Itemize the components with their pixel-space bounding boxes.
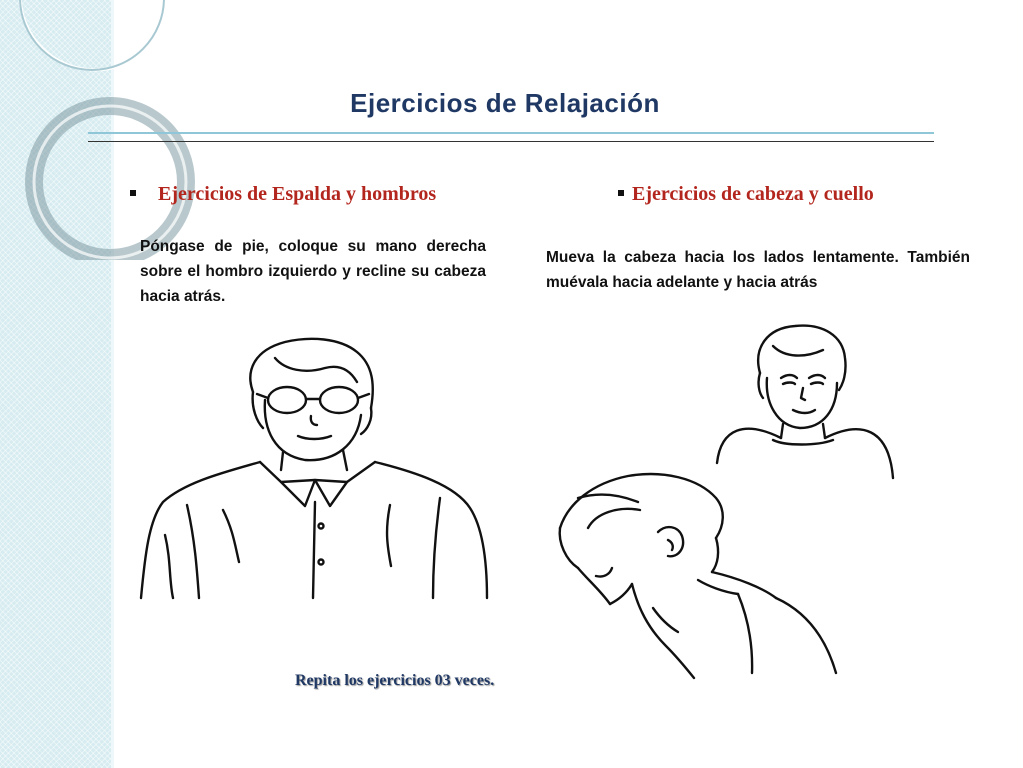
- section-heading-text: Ejercicios de Espalda y hombros: [158, 183, 437, 205]
- section-heading-head-neck: [618, 183, 874, 206]
- title-rule-accent: [88, 132, 934, 134]
- footer-note: Repita los ejercicios 03 veces.: [295, 672, 495, 689]
- section-heading-text: Ejercicios de cabeza y cuello: [632, 183, 874, 205]
- title-rule: [88, 141, 934, 142]
- page-title: Ejercicios de Relajación: [350, 88, 660, 118]
- bullet-icon: [618, 190, 624, 196]
- section-heading-back-shoulders: [130, 183, 436, 206]
- decorative-circles: [0, 0, 240, 260]
- woman-head-illustration: [705, 318, 905, 484]
- section-instructions-head-neck: Mueva la cabeza hacia los lados lentamente. También muévala hacia adelante y hacia atrás: [546, 249, 970, 291]
- man-bowing-head-illustration: [548, 468, 848, 680]
- bullet-icon: [130, 190, 136, 196]
- man-glasses-illustration: [135, 330, 495, 610]
- section-instructions-back-shoulders: Póngase de pie, coloque su mano derecha sobre el hombro izquierdo y recline su cabeza hacia atrás.: [140, 238, 486, 305]
